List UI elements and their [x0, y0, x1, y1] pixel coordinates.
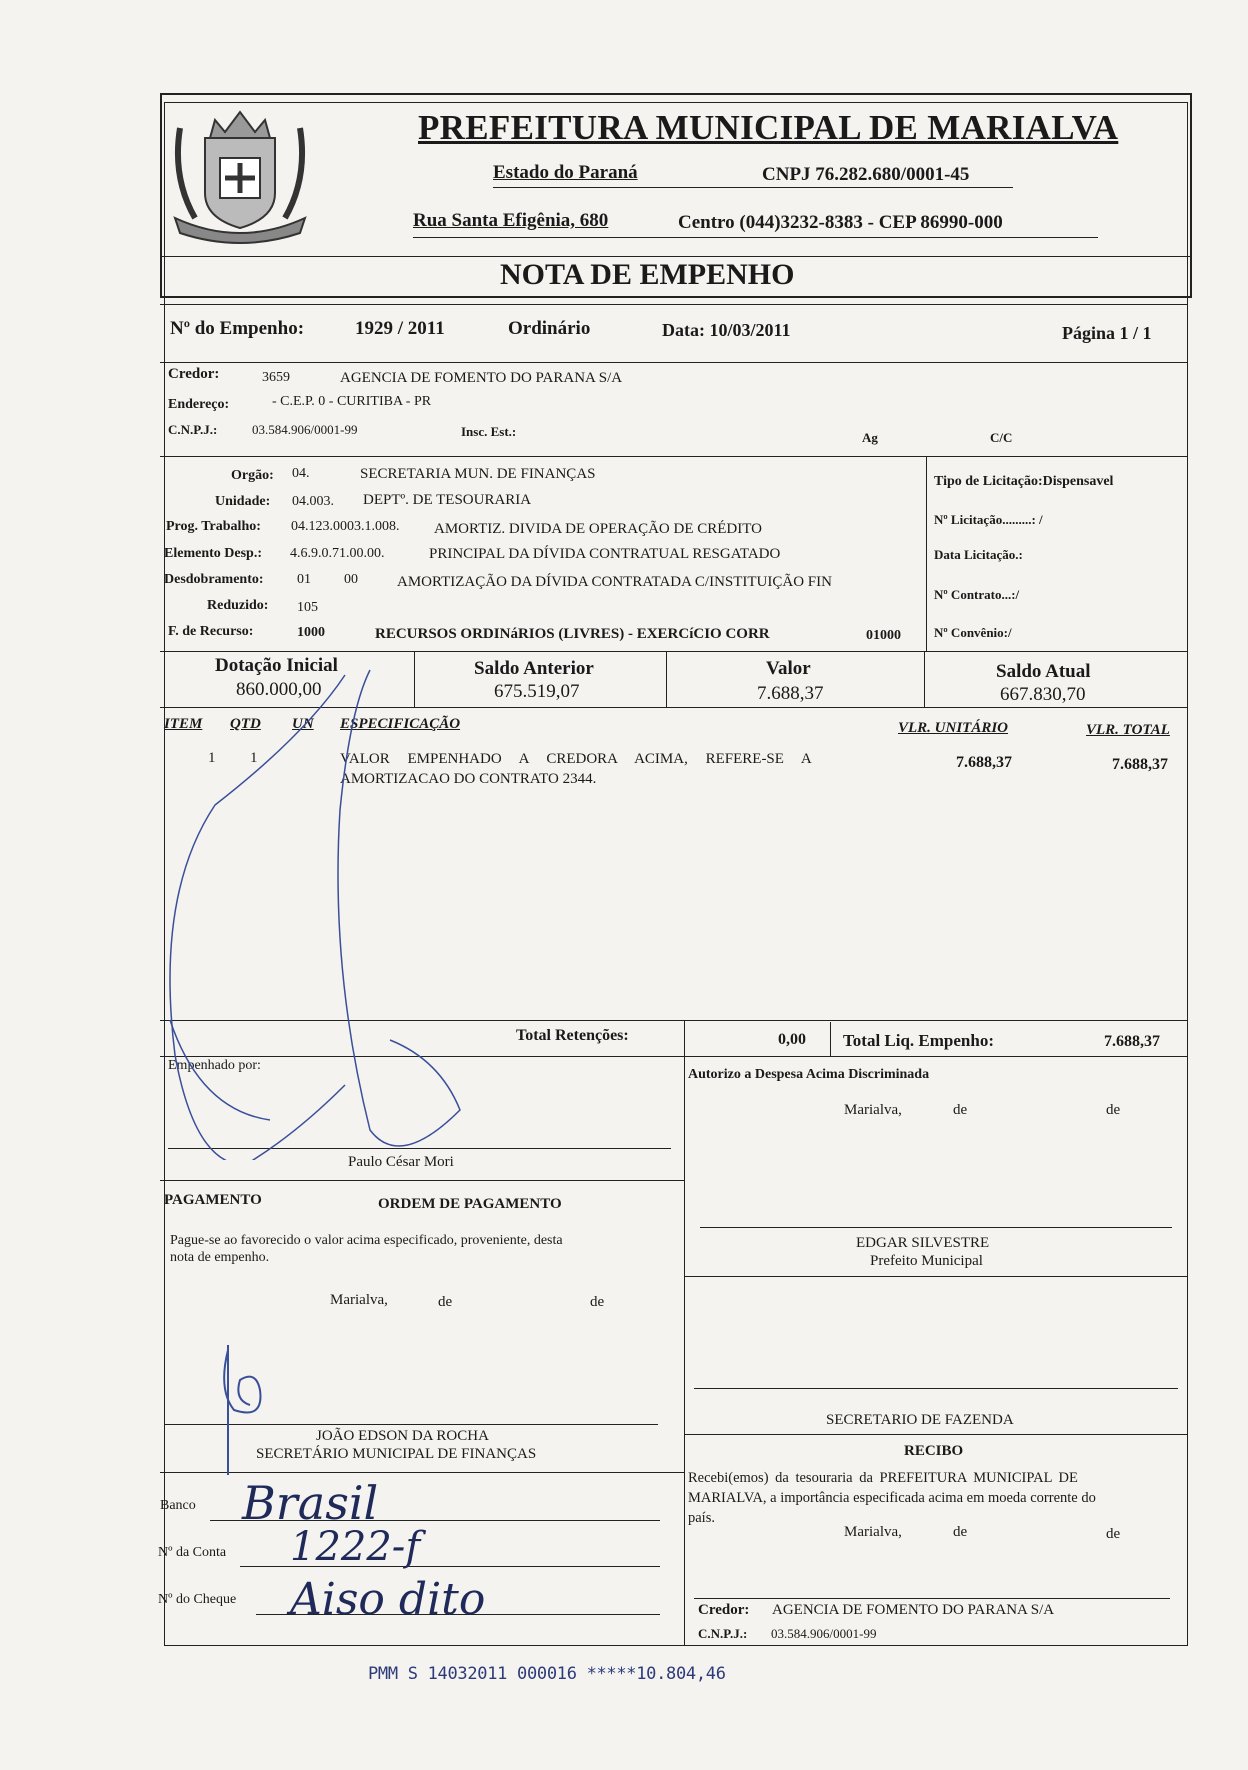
page-title: PREFEITURA MUNICIPAL DE MARIALVA	[418, 108, 1119, 147]
fonte-cod2: 01000	[866, 628, 901, 643]
address-label: Rua Santa Efigênia, 680	[413, 210, 609, 231]
valor-value: 7.688,37	[757, 683, 824, 704]
orgao-value: SECRETARIA MUN. DE FINANÇAS	[360, 466, 596, 482]
saldo-anterior-value: 675.519,07	[494, 681, 580, 702]
col-vlr-total: VLR. TOTAL	[1086, 722, 1170, 738]
recibo-credor-label: Credor:	[698, 1602, 750, 1618]
divider	[684, 1276, 1188, 1277]
coat-of-arms-icon	[165, 98, 315, 248]
cc-label: C/C	[990, 430, 1013, 445]
unidade-label: Unidade:	[215, 494, 271, 509]
divider	[924, 651, 925, 707]
cnpj-label: CNPJ 76.282.680/0001-45	[762, 164, 970, 185]
empenhado-label: Empenhado por:	[168, 1058, 261, 1073]
prog-cod: 04.123.0003.1.008.	[291, 519, 400, 534]
total-liq-value: 7.688,37	[1104, 1033, 1160, 1050]
prefeito-nome: EDGAR SILVESTRE	[856, 1235, 990, 1251]
divider	[684, 1434, 1188, 1435]
secretario-cargo: SECRETÁRIO MUNICIPAL DE FINANÇAS	[256, 1446, 537, 1462]
elemento-label: Elemento Desp.:	[164, 546, 262, 561]
recibo-cnpj: 03.584.906/0001-99	[771, 1626, 877, 1641]
print-stamp: PMM S 14032011 000016 *****10.804,46	[368, 1664, 726, 1684]
conta-handwritten: 1222-f	[290, 1524, 421, 1570]
item-desc-line2: AMORTIZACAO DO CONTRATO 2344.	[340, 771, 597, 787]
total-retencoes-label: Total Retenções:	[516, 1027, 629, 1044]
col-un: UN	[292, 716, 314, 732]
divider	[160, 362, 1188, 363]
cheque-label: Nº do Cheque	[158, 1592, 237, 1607]
doc-title: NOTA DE EMPENHO	[500, 258, 795, 291]
item-vlr-unitario: 7.688,37	[956, 754, 1012, 771]
signature-line	[694, 1598, 1170, 1599]
endereco-value: - C.E.P. 0 - CURITIBA - PR	[272, 394, 432, 409]
empenho-tipo: Ordinário	[508, 318, 591, 339]
col-qtd: QTD	[230, 716, 261, 732]
divider	[160, 256, 1192, 257]
credor-cnpj-label: C.N.P.J.:	[168, 422, 218, 437]
recibo-credor: AGENCIA DE FOMENTO DO PARANA S/A	[772, 1602, 1055, 1618]
recibo-cnpj-label: C.N.P.J.:	[698, 1626, 748, 1641]
address-underline	[413, 237, 1098, 238]
divider	[684, 1020, 685, 1056]
credor-label: Credor:	[168, 366, 220, 382]
col-vlr-unitario: VLR. UNITÁRIO	[898, 720, 1009, 736]
elemento-cod: 4.6.9.0.71.00.00.	[290, 546, 385, 561]
recibo-de1: de	[953, 1524, 968, 1540]
divider	[160, 1056, 1188, 1057]
recibo-de2: de	[1106, 1526, 1121, 1542]
banco-handwritten: Brasil	[242, 1476, 379, 1530]
divider	[160, 304, 1188, 305]
prog-value: AMORTIZ. DIVIDA DE OPERAÇÃO DE CRÉDITO	[434, 521, 762, 537]
prefeito-cargo: Prefeito Municipal	[870, 1253, 983, 1269]
saldo-anterior-label: Saldo Anterior	[474, 658, 594, 679]
item-desc-line1: VALOR EMPENHADO A CREDORA ACIMA, REFERE-SE A	[340, 751, 812, 767]
pagamento-de2: de	[590, 1294, 605, 1310]
header-underline	[493, 187, 1013, 188]
desdobramento-cod1: 01	[297, 572, 311, 587]
item-qtd: 1	[250, 750, 258, 766]
divider	[666, 651, 667, 707]
empenho-pagina: Página 1 / 1	[1062, 323, 1152, 343]
divider	[160, 1020, 1188, 1021]
divider	[160, 456, 1188, 457]
ordem-pagamento-label: ORDEM DE PAGAMENTO	[378, 1196, 562, 1212]
col-item: ITEM	[164, 716, 203, 732]
pagamento-texto1: Pague-se ao favorecido o valor acima especificado, proveniente, desta	[170, 1233, 563, 1248]
recibo-texto2: MARIALVA, a importância especificada acima em moeda corrente do	[688, 1490, 1096, 1506]
fazenda-cargo: SECRETARIO DE FAZENDA	[826, 1412, 1014, 1428]
total-liq-label: Total Liq. Empenho:	[843, 1031, 994, 1050]
signature-line	[168, 1148, 671, 1149]
fonte-cod: 1000	[297, 625, 325, 640]
endereco-label: Endereço:	[168, 397, 230, 412]
insc-est-label: Insc. Est.:	[461, 424, 517, 439]
autorizo-de2: de	[1106, 1102, 1121, 1118]
elemento-value: PRINCIPAL DA DÍVIDA CONTRATUAL RESGATADO	[429, 546, 781, 562]
credor-cnpj: 03.584.906/0001-99	[252, 422, 358, 437]
col-especificacao: ESPECIFICAÇÃO	[340, 716, 461, 732]
autorizo-local: Marialva,	[844, 1102, 902, 1118]
cheque-handwritten: Aiso dito	[290, 1574, 486, 1625]
divider	[160, 651, 1188, 652]
saldo-atual-value: 667.830,70	[1000, 684, 1086, 705]
empenho-data: Data: 10/03/2011	[662, 320, 791, 340]
saldo-atual-label: Saldo Atual	[996, 661, 1091, 682]
orgao-label: Orgão:	[231, 468, 274, 483]
contact-label: Centro (044)3232-8383 - CEP 86990-000	[678, 212, 1003, 233]
item-num: 1	[208, 750, 216, 766]
banco-label: Banco	[160, 1498, 196, 1513]
empenho-num: 1929 / 2011	[355, 318, 445, 339]
divider	[684, 1056, 685, 1646]
divider	[926, 456, 927, 652]
licitacao-contrato: Nº Contrato...:/	[934, 587, 1020, 602]
desdobramento-label: Desdobramento:	[164, 572, 264, 587]
unidade-value: DEPTº. DE TESOURARIA	[363, 492, 532, 508]
divider	[830, 1022, 831, 1056]
pagamento-de1: de	[438, 1294, 453, 1310]
signature-line	[694, 1388, 1178, 1389]
recibo-texto1: Recebi(emos) da tesouraria da PREFEITURA MUNICIPAL DE	[688, 1470, 1078, 1486]
pagamento-texto2: nota de empenho.	[170, 1250, 270, 1265]
licitacao-num: Nº Licitação.........: /	[934, 512, 1043, 527]
recibo-label: RECIBO	[904, 1443, 964, 1459]
signature-line	[700, 1227, 1172, 1228]
item-vlr-total: 7.688,37	[1112, 756, 1168, 773]
pagamento-local: Marialva,	[330, 1292, 388, 1308]
fonte-value: RECURSOS ORDINáRIOS (LIVRES) - EXERCíCIO CORR	[375, 626, 770, 642]
total-retencoes-value: 0,00	[778, 1031, 806, 1048]
autorizo-de1: de	[953, 1102, 968, 1118]
desdobramento-cod2: 00	[344, 572, 358, 587]
signature-line	[164, 1424, 658, 1425]
orgao-cod: 04.	[292, 466, 310, 481]
fonte-label: F. de Recurso:	[168, 624, 254, 639]
autorizo-label: Autorizo a Despesa Acima Discriminada	[688, 1067, 930, 1082]
pagamento-label: PAGAMENTO	[164, 1192, 262, 1208]
licitacao-convenio: Nº Convênio:/	[934, 625, 1012, 640]
divider	[414, 651, 415, 707]
empenhado-nome: Paulo César Mori	[348, 1154, 454, 1170]
licitacao-tipo: Tipo de Licitação:Dispensavel	[934, 474, 1114, 489]
state-label: Estado do Paraná	[493, 162, 638, 183]
reduzido-label: Reduzido:	[207, 598, 269, 613]
secretario-nome: JOÃO EDSON DA ROCHA	[316, 1428, 489, 1444]
unidade-cod: 04.003.	[292, 494, 334, 509]
credor-codigo: 3659	[262, 370, 290, 385]
recibo-texto3: país.	[688, 1510, 715, 1526]
recibo-local: Marialva,	[844, 1524, 902, 1540]
credor-nome: AGENCIA DE FOMENTO DO PARANA S/A	[340, 370, 623, 386]
ag-label: Ag	[862, 430, 878, 445]
conta-label: Nº da Conta	[158, 1545, 227, 1560]
dotacao-inicial-label: Dotação Inicial	[215, 655, 338, 676]
divider	[160, 707, 1188, 708]
prog-label: Prog. Trabalho:	[166, 519, 261, 534]
licitacao-data: Data Licitação.:	[934, 547, 1023, 562]
reduzido-value: 105	[297, 600, 318, 615]
divider	[160, 1472, 684, 1473]
dotacao-inicial-value: 860.000,00	[236, 679, 322, 700]
desdobramento-value: AMORTIZAÇÃO DA DÍVIDA CONTRATADA C/INSTITUIÇÃO FIN	[397, 574, 832, 590]
valor-label: Valor	[766, 658, 811, 679]
empenho-num-label: Nº do Empenho:	[170, 318, 305, 339]
divider	[160, 1180, 684, 1181]
